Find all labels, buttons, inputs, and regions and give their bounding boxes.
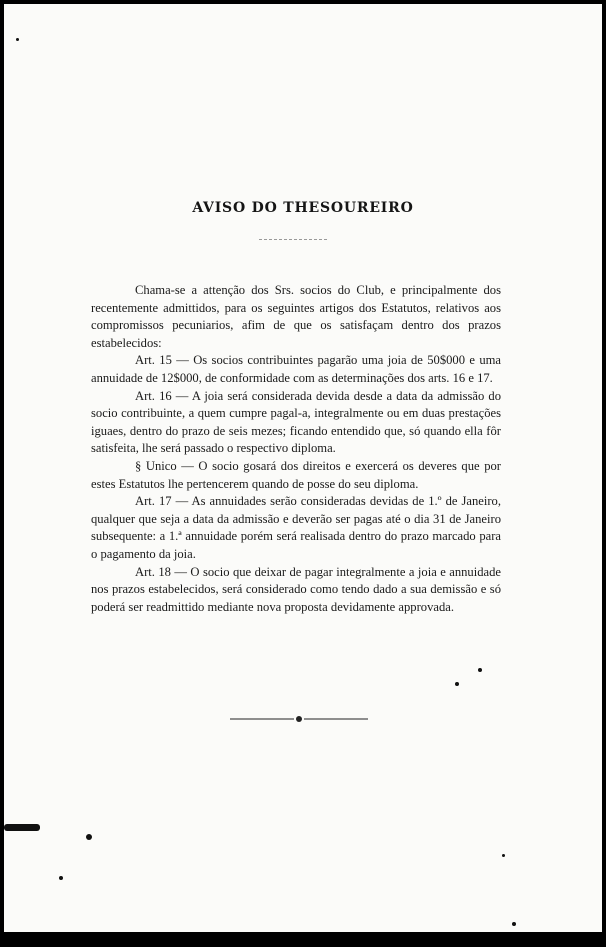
speck <box>59 876 63 880</box>
speck <box>455 682 459 686</box>
notice-body <box>91 282 501 616</box>
paragraph-unico: § Unico — O socio gosará dos direitos e exercerá os deveres que por estes Estatutos lhe pertencerem quando de posse do seu diploma. <box>91 458 501 491</box>
left-edge-mark <box>4 824 40 831</box>
speck <box>86 834 92 840</box>
speck <box>512 922 516 926</box>
paragraph-art-17: Art. 17 — As annuidades serão consideradas devidas de 1.º de Janeiro, qualquer que seja a data da admissão e deverão ser pagas até o dia 31 de Janeiro subsequente: a 1.ª annuidade porém será realisada dentro do prazo marcado para o pagamento da joia. <box>91 494 501 561</box>
paragraph-art-15: Art. 15 — Os socios contribuintes pagarão uma joia de 50$000 e uma annuidade de 12$000, de conformidade com as determinações dos arts. 16 e 17. <box>91 353 501 385</box>
paragraph-intro: Chama-se a attenção dos Srs. socios do Club, e principalmente dos recentemente admittidos, para os seguintes artigos dos Estatutos, relativos aos compromissos pecuniarios, afim de que os satisfaçam dentro dos prazos estabelecidos: <box>91 283 501 350</box>
speck <box>478 668 482 672</box>
page-title: AVISO DO THESOUREIRO <box>192 200 414 216</box>
paragraph-art-18: Art. 18 — O socio que deixar de pagar integralmente a joia e annuidade nos prazos estabelecidos, será considerado como tendo dado a sua demissão e só poderá ser readmittido mediante nova proposta devidamente approvada. <box>91 564 501 614</box>
speck <box>16 38 19 41</box>
closing-ornament-icon <box>230 715 368 723</box>
title-divider <box>259 239 327 240</box>
speck <box>502 854 505 857</box>
document-page <box>4 4 602 932</box>
paragraph-art-16: Art. 16 — A joia será considerada devida desde a data da admissão do socio contribuinte, a quem cumpre pagal-a, integralmente ou em duas prestações iguaes, dentro do prazo de seis mezes; ficando entendido que, só quando ella fôr satisfeita, lhe será passado o respectivo diploma. <box>91 388 501 456</box>
